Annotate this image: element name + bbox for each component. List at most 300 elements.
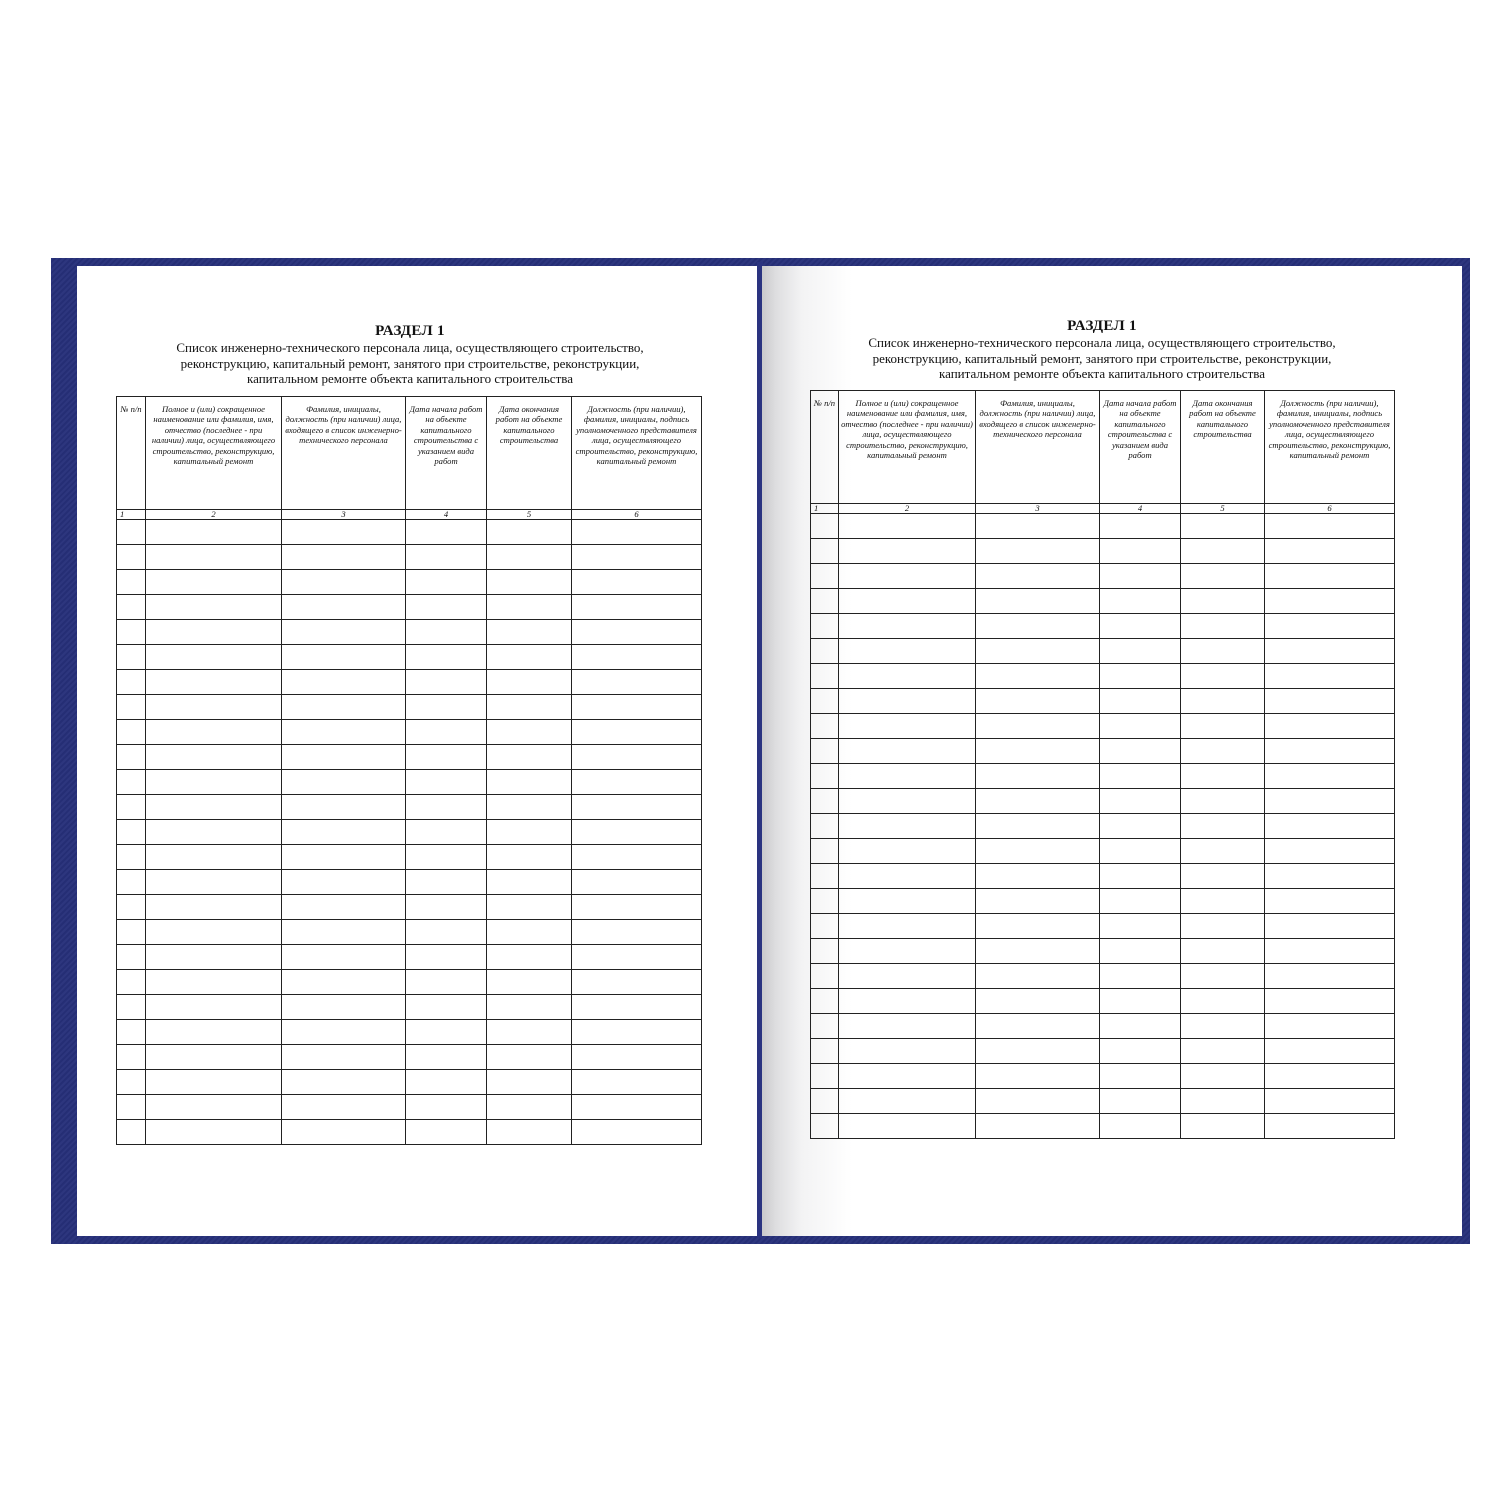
table-cell (839, 564, 976, 589)
table-cell (839, 614, 976, 639)
left-page-heading (117, 322, 703, 387)
table-cell (1100, 1039, 1181, 1064)
table-cell (1265, 589, 1395, 614)
table-cell (282, 1070, 406, 1095)
table-cell (1265, 614, 1395, 639)
table-cell (811, 639, 839, 664)
table-cell (1100, 514, 1181, 539)
table-cell (487, 720, 572, 745)
table-cell (282, 795, 406, 820)
table-cell (146, 745, 282, 770)
table-cell (1265, 689, 1395, 714)
table-cell (811, 1114, 839, 1139)
table-cell (406, 795, 487, 820)
table-row (117, 695, 702, 720)
table-cell (406, 770, 487, 795)
table-cell (117, 1120, 146, 1145)
table-cell (1181, 589, 1265, 614)
table-cell (1100, 1064, 1181, 1089)
table-cell (572, 595, 702, 620)
table-row (117, 820, 702, 845)
table-cell (1100, 539, 1181, 564)
table-cell (976, 639, 1100, 664)
table-cell (406, 1045, 487, 1070)
table-cell (839, 914, 976, 939)
table-cell (487, 620, 572, 645)
table-cell (976, 764, 1100, 789)
table-cell (1100, 664, 1181, 689)
table-cell (117, 1095, 146, 1120)
table-cell (406, 1120, 487, 1145)
table-cell (811, 864, 839, 889)
table-row (811, 1039, 1395, 1064)
table-cell (976, 539, 1100, 564)
table-cell (976, 689, 1100, 714)
table-cell (839, 1039, 976, 1064)
table-cell (406, 820, 487, 845)
column-number: 5 (487, 510, 572, 520)
column-header-organization: Полное и (или) сокращенное наименование или фамилия, имя, отчество (последнее - при наличии) лица, осуществляющего строительство, реконструкцию, капитальный ремонт (839, 391, 976, 504)
table-cell (811, 1039, 839, 1064)
column-number: 6 (572, 510, 702, 520)
table-cell (1265, 1039, 1395, 1064)
table-cell (117, 995, 146, 1020)
table-row (811, 914, 1395, 939)
table-cell (282, 670, 406, 695)
table-cell (117, 845, 146, 870)
table-cell (1181, 939, 1265, 964)
table-cell (976, 839, 1100, 864)
table-cell (487, 695, 572, 720)
table-cell (487, 545, 572, 570)
subtitle-line: реконструкцию, капитальный ремонт, занятого при строительстве, реконструкции, (872, 350, 1332, 366)
table-cell (406, 520, 487, 545)
table-cell (976, 964, 1100, 989)
table-cell (572, 770, 702, 795)
table-cell (976, 564, 1100, 589)
table-cell (146, 970, 282, 995)
table-cell (1100, 839, 1181, 864)
table-cell (1181, 764, 1265, 789)
table-cell (487, 1095, 572, 1120)
column-header-start-date: Дата начала работ на объекте капитального строительства с указанием вида работ (406, 397, 487, 510)
table-row (117, 620, 702, 645)
table-cell (811, 839, 839, 864)
table-cell (976, 1014, 1100, 1039)
table-cell (282, 570, 406, 595)
table-row (117, 970, 702, 995)
table-cell (117, 620, 146, 645)
table-cell (1100, 764, 1181, 789)
column-header-person: Фамилия, инициалы, должность (при наличии) лица, входящего в список инженерно-технического персонала (976, 391, 1100, 504)
table-row (117, 545, 702, 570)
table-cell (572, 1120, 702, 1145)
table-cell (1265, 989, 1395, 1014)
table-cell (1181, 914, 1265, 939)
table-cell (282, 845, 406, 870)
table-cell (811, 964, 839, 989)
table-cell (1265, 1089, 1395, 1114)
table-row (811, 764, 1395, 789)
table-cell (976, 664, 1100, 689)
table-cell (839, 764, 976, 789)
table-cell (1181, 689, 1265, 714)
table-cell (572, 570, 702, 595)
table-cell (839, 864, 976, 889)
table-cell (146, 545, 282, 570)
table-cell (1100, 964, 1181, 989)
table-cell (976, 914, 1100, 939)
table-cell (811, 789, 839, 814)
table-cell (572, 995, 702, 1020)
table-cell (1181, 614, 1265, 639)
table-cell (487, 670, 572, 695)
right-page-heading (811, 317, 1393, 382)
table-cell (572, 520, 702, 545)
right-personnel-table (810, 390, 1395, 1139)
table-cell (976, 814, 1100, 839)
table-cell (976, 1064, 1100, 1089)
table-cell (1100, 714, 1181, 739)
table-cell (117, 1020, 146, 1045)
table-cell (1265, 789, 1395, 814)
table-cell (811, 514, 839, 539)
table-row (117, 845, 702, 870)
table-cell (1265, 739, 1395, 764)
table-cell (839, 839, 976, 864)
table-cell (146, 795, 282, 820)
table-row (811, 964, 1395, 989)
table-row (117, 1120, 702, 1145)
table-cell (487, 920, 572, 945)
subtitle-line: реконструкцию, капитальный ремонт, занятого при строительстве, реконструкции, (180, 355, 640, 371)
table-cell (572, 820, 702, 845)
table-cell (811, 814, 839, 839)
table-cell (811, 664, 839, 689)
table-cell (487, 1070, 572, 1095)
table-cell (1181, 1064, 1265, 1089)
table-row (117, 945, 702, 970)
table-row (811, 939, 1395, 964)
table-row (117, 920, 702, 945)
table-cell (1265, 914, 1395, 939)
table-cell (1181, 739, 1265, 764)
subtitle-line: капитальном ремонте объекта капитального строительства (938, 366, 1265, 381)
table-cell (572, 1020, 702, 1045)
table-cell (572, 745, 702, 770)
table-cell (1265, 889, 1395, 914)
table-cell (117, 895, 146, 920)
table-cell (282, 1095, 406, 1120)
table-cell (839, 639, 976, 664)
table-row (117, 870, 702, 895)
table-cell (1265, 1014, 1395, 1039)
table-cell (572, 545, 702, 570)
table-cell (117, 820, 146, 845)
table-row (811, 839, 1395, 864)
table-cell (1100, 789, 1181, 814)
table-cell (839, 889, 976, 914)
table-cell (1265, 864, 1395, 889)
subtitle-line: Список инженерно-технического персонала лица, осуществляющего строительство, (176, 340, 644, 355)
table-cell (282, 945, 406, 970)
table-cell (117, 720, 146, 745)
table-cell (572, 920, 702, 945)
table-cell (1265, 939, 1395, 964)
table-row (117, 1045, 702, 1070)
table-cell (282, 1045, 406, 1070)
table-cell (1181, 539, 1265, 564)
column-header-signature: Должность (при наличии), фамилия, инициалы, подпись уполномоченного представителя лица, осуществляющего строительство, реконструкцию, капитальный ремонт (1265, 391, 1395, 504)
table-cell (487, 520, 572, 545)
table-cell (1181, 1089, 1265, 1114)
table-cell (282, 645, 406, 670)
table-cell (117, 870, 146, 895)
table-cell (811, 564, 839, 589)
table-row (811, 1014, 1395, 1039)
table-cell (282, 745, 406, 770)
table-cell (1100, 639, 1181, 664)
table-row (811, 1114, 1395, 1139)
table-cell (839, 589, 976, 614)
table-row (811, 589, 1395, 614)
table-cell (146, 770, 282, 795)
table-cell (1100, 1089, 1181, 1114)
table-cell (406, 870, 487, 895)
table-cell (487, 795, 572, 820)
table-cell (406, 895, 487, 920)
table-cell (117, 795, 146, 820)
table-cell (976, 889, 1100, 914)
table-cell (572, 1095, 702, 1120)
table-cell (1100, 814, 1181, 839)
table-cell (117, 595, 146, 620)
table-cell (839, 964, 976, 989)
table-cell (572, 870, 702, 895)
table-cell (487, 745, 572, 770)
section-title: РАЗДЕЛ 1 (375, 323, 445, 339)
table-cell (282, 620, 406, 645)
table-cell (976, 939, 1100, 964)
table-row (117, 795, 702, 820)
table-cell (117, 670, 146, 695)
table-cell (406, 945, 487, 970)
table-cell (282, 770, 406, 795)
table-cell (406, 1095, 487, 1120)
table-row (117, 895, 702, 920)
table-row (117, 1020, 702, 1045)
column-header-number: № п/п (117, 397, 146, 510)
table-cell (572, 720, 702, 745)
column-number: 6 (1265, 504, 1395, 514)
table-cell (572, 795, 702, 820)
table-cell (406, 570, 487, 595)
table-cell (976, 614, 1100, 639)
table-cell (1100, 1014, 1181, 1039)
table-cell (839, 1114, 976, 1139)
subtitle-line: капитальном ремонте объекта капитального строительства (246, 371, 573, 386)
table-cell (282, 895, 406, 920)
table-cell (146, 1095, 282, 1120)
table-cell (572, 1045, 702, 1070)
table-row (811, 564, 1395, 589)
table-cell (1181, 814, 1265, 839)
table-cell (406, 920, 487, 945)
column-number: 4 (406, 510, 487, 520)
table-cell (839, 989, 976, 1014)
table-cell (1181, 714, 1265, 739)
column-header-organization: Полное и (или) сокращенное наименование или фамилия, имя, отчество (последнее - при наличии) лица, осуществляющего строительство, реконструкцию, капитальный ремонт (146, 397, 282, 510)
table-cell (406, 620, 487, 645)
table-cell (839, 514, 976, 539)
table-cell (406, 720, 487, 745)
table-cell (811, 914, 839, 939)
table-cell (146, 820, 282, 845)
table-cell (282, 595, 406, 620)
table-cell (976, 1039, 1100, 1064)
table-cell (1181, 664, 1265, 689)
table-cell (572, 845, 702, 870)
table-cell (487, 1020, 572, 1045)
table-cell (406, 545, 487, 570)
table-row (811, 714, 1395, 739)
table-cell (976, 1114, 1100, 1139)
table-cell (811, 989, 839, 1014)
table-cell (839, 814, 976, 839)
table-cell (572, 895, 702, 920)
table-cell (839, 1064, 976, 1089)
table-row (811, 639, 1395, 664)
table-cell (1181, 1114, 1265, 1139)
column-header-start-date: Дата начала работ на объекте капитального строительства с указанием вида работ (1100, 391, 1181, 504)
table-row (117, 995, 702, 1020)
table-cell (406, 1070, 487, 1095)
table-cell (117, 1070, 146, 1095)
column-header-end-date: Дата окончания работ на объекте капитального строительства (487, 397, 572, 510)
table-row (117, 670, 702, 695)
table-cell (146, 1120, 282, 1145)
table-row (811, 789, 1395, 814)
table-cell (282, 970, 406, 995)
table-cell (839, 714, 976, 739)
table-cell (282, 720, 406, 745)
table-cell (572, 620, 702, 645)
table-cell (406, 595, 487, 620)
table-cell (146, 1070, 282, 1095)
column-number: 2 (839, 504, 976, 514)
table-row (117, 745, 702, 770)
column-number: 2 (146, 510, 282, 520)
table-cell (811, 1089, 839, 1114)
table-row (811, 739, 1395, 764)
table-cell (117, 545, 146, 570)
table-cell (117, 745, 146, 770)
table-cell (976, 1089, 1100, 1114)
table-cell (117, 970, 146, 995)
table-cell (572, 1070, 702, 1095)
table-cell (1265, 964, 1395, 989)
table-cell (406, 970, 487, 995)
table-row (811, 514, 1395, 539)
table-cell (117, 645, 146, 670)
table-cell (487, 820, 572, 845)
table-cell (146, 870, 282, 895)
table-cell (976, 739, 1100, 764)
table-cell (1265, 714, 1395, 739)
table-row (811, 1089, 1395, 1114)
table-row (811, 689, 1395, 714)
table-cell (839, 664, 976, 689)
table-cell (117, 945, 146, 970)
table-cell (487, 895, 572, 920)
table-cell (146, 1045, 282, 1070)
table-cell (1100, 589, 1181, 614)
table-cell (811, 889, 839, 914)
table-row (117, 770, 702, 795)
table-cell (146, 1020, 282, 1045)
table-cell (282, 920, 406, 945)
table-cell (572, 970, 702, 995)
section-title: РАЗДЕЛ 1 (1067, 318, 1137, 334)
table-cell (146, 620, 282, 645)
table-cell (146, 945, 282, 970)
table-cell (117, 1045, 146, 1070)
table-cell (487, 645, 572, 670)
table-cell (811, 589, 839, 614)
table-cell (1181, 839, 1265, 864)
table-cell (1181, 564, 1265, 589)
table-cell (839, 689, 976, 714)
table-cell (1181, 864, 1265, 889)
table-cell (146, 920, 282, 945)
table-cell (1100, 889, 1181, 914)
table-cell (976, 514, 1100, 539)
table-cell (1265, 1114, 1395, 1139)
table-cell (282, 820, 406, 845)
table-cell (282, 695, 406, 720)
column-header-person: Фамилия, инициалы, должность (при наличии) лица, входящего в список инженерно-технического персонала (282, 397, 406, 510)
table-cell (1265, 639, 1395, 664)
column-number: 3 (282, 510, 406, 520)
table-cell (487, 945, 572, 970)
left-personnel-table (116, 396, 702, 1145)
table-cell (572, 670, 702, 695)
table-cell (487, 870, 572, 895)
table-cell (282, 1120, 406, 1145)
table-cell (1265, 839, 1395, 864)
table-cell (1100, 914, 1181, 939)
table-cell (839, 739, 976, 764)
table-row (811, 864, 1395, 889)
table-cell (146, 995, 282, 1020)
table-cell (1100, 689, 1181, 714)
table-cell (406, 645, 487, 670)
table-cell (811, 764, 839, 789)
table-cell (117, 520, 146, 545)
table-cell (146, 570, 282, 595)
table-cell (1181, 639, 1265, 664)
table-cell (1265, 814, 1395, 839)
table-cell (282, 545, 406, 570)
table-cell (1265, 564, 1395, 589)
table-cell (117, 695, 146, 720)
table-cell (487, 570, 572, 595)
table-cell (811, 689, 839, 714)
table-cell (1181, 1014, 1265, 1039)
table-cell (811, 739, 839, 764)
table-row (811, 614, 1395, 639)
table-cell (487, 845, 572, 870)
